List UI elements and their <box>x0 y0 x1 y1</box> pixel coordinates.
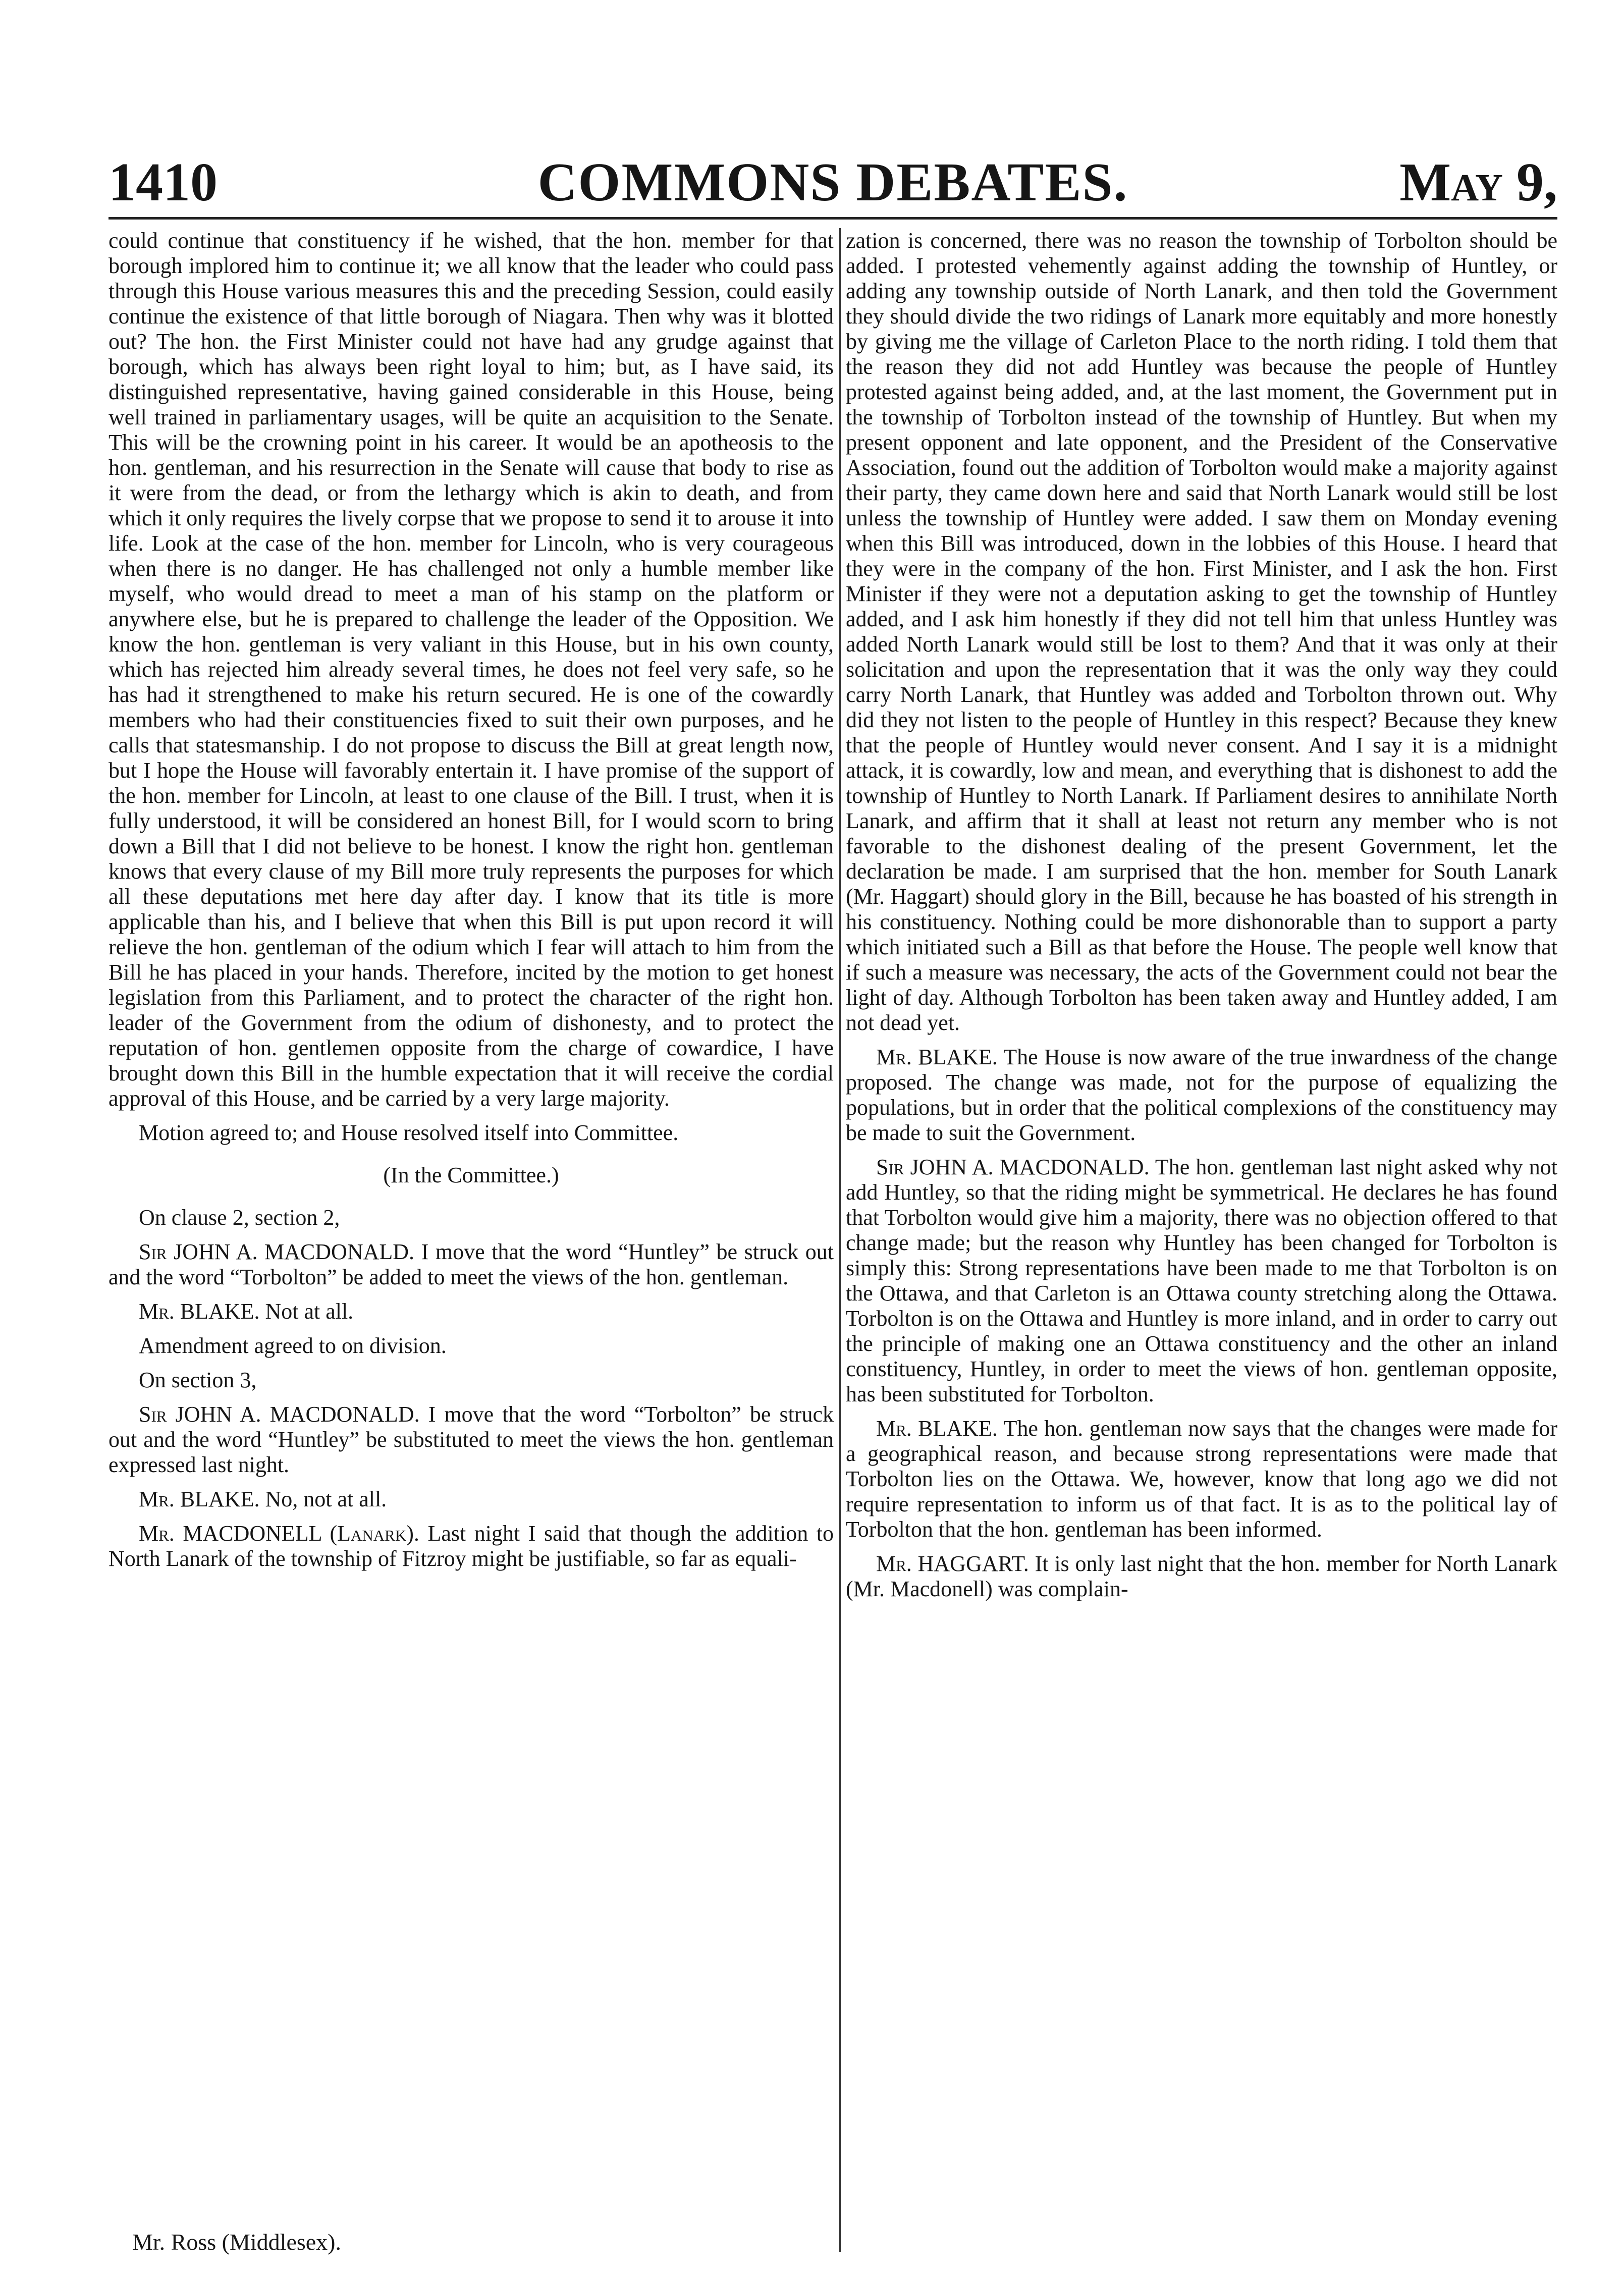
paragraph-text: Motion agreed to; and House resolved itself into Committee. <box>139 1120 679 1145</box>
paragraph-text: Amendment agreed to on division. <box>139 1333 447 1358</box>
paragraph-text: Last night I said that though the addition to North Lanark of the township of Fitzroy might be justifiable, so far as equali- <box>109 1521 834 1571</box>
speech-paragraph <box>846 1416 1557 1542</box>
speaker-name: Mr. BLAKE. <box>139 1487 260 1511</box>
speech-paragraph <box>846 1155 1557 1407</box>
speaker-name: Sir JOHN A. MACDONALD. <box>139 1239 415 1264</box>
speaker-name: Mr. BLAKE. <box>876 1416 998 1441</box>
speech-paragraph <box>846 1551 1557 1602</box>
paragraph-text: On section 3, <box>139 1368 257 1392</box>
header-rule <box>109 217 1557 220</box>
paragraph <box>109 1368 834 1393</box>
page-footer: Mr. Ross (Middlesex). <box>132 2229 341 2255</box>
paragraph-text: Not at all. <box>265 1299 354 1324</box>
continued-paragraph <box>109 228 834 1111</box>
paragraph-text: I move that the word “Huntley” be struck out and the word “Torbolton” be added to meet the views of the hon. gentleman. <box>109 1239 834 1289</box>
column-divider <box>839 228 841 2252</box>
page-title: COMMONS DEBATES. <box>537 152 1128 212</box>
paragraph-text: The hon. gentleman last night asked why not add Huntley, so that the riding might be symmetrical. He declares he has found that Torbolton would give him a majority, there was no objection offered to that change made; but the reason why Huntley has been changed for Torbolton is simply this: Strong representations have been made to me that Torbolton is on the Ottawa, and that Carleton is an Ottawa county stretching along the Ottawa. Torbolton is on the Ottawa and Huntley is more inland, and in order to carry out the principle of making one an Ottawa constituency and the other an inland constituency, Huntley, in order to meet the views of hon. gentleman opposite, has been substituted for Torbolton. <box>846 1155 1557 1406</box>
paragraph-text: I move that the word “Torbolton” be struck out and the word “Huntley” be substituted to meet the views the hon. gentleman expressed last night. <box>109 1402 834 1477</box>
speech-paragraph <box>109 1487 834 1512</box>
speech-paragraph <box>846 1045 1557 1146</box>
paragraph <box>109 1120 834 1146</box>
paragraph-text: The hon. gentleman now says that the changes were made for a geographical reason, and because strong representations were made that Torbolton lies on the Ottawa. We, however, know that long ago we did not require representation to inform us of that fact. It is as to the political lay of Torbolton that the hon. gentleman has been informed. <box>846 1416 1557 1542</box>
paragraph-text: (In the Committee.) <box>383 1163 559 1187</box>
speech-paragraph <box>109 1239 834 1290</box>
left-column <box>109 228 834 1581</box>
page-date: May 9, <box>1399 152 1557 212</box>
speaker-name: Sir JOHN A. MACDONALD. <box>139 1402 420 1427</box>
speaker-name: Mr. BLAKE. <box>139 1299 260 1324</box>
speech-paragraph <box>109 1402 834 1478</box>
speaker-name: Sir JOHN A. MACDONALD. <box>876 1155 1150 1179</box>
speech-paragraph <box>109 1521 834 1571</box>
paragraph-text: On clause 2, section 2, <box>139 1205 340 1230</box>
paragraph-text: No, not at all. <box>265 1487 387 1511</box>
paragraph-text: It is only last night that the hon. member for North Lanark (Mr. Macdonell) was complain- <box>846 1551 1557 1601</box>
paragraph-text: could continue that constituency if he wished, that the hon. member for that borough implored him to continue it; we all know that the leader who could pass through this House various measures this and the preceding Session, could easily continue the existence of that little borough of Niagara. Then why was it blotted out? The hon. the First Minister could not have had any grudge against that borough, which has always been right loyal to him; but, as I have said, its distinguished representative, having gained considerable in this House, being well trained in parliamentary usages, will be quite an acquisition to the Senate. This will be the crowning point in his career. It would be an apotheosis to the hon. gentleman, and his resurrection in the Senate will cause that body to rise as it were from the dead, or from the lethargy which is akin to death, and from which it only requires the lively corpse that we propose to send it to arouse it into life. Look at the case of the hon. member for Lincoln, who is very courageous when there is no danger. He has challenged not only a humble member like myself, who would dread to meet a man of his stamp on the platform or anywhere else, but he is prepared to challenge the leader of the Opposition. We know the hon. gentleman is very valiant in this House, but in his own county, which has rejected him already several times, he does not feel very safe, so he has had it strengthened to make his return secured. He is one of the cowardly members who had their constituencies fixed to suit their own purposes, and he calls that statesmanship. I do not propose to discuss the Bill at great length now, but I hope the House will favorably entertain it. I have promise of the support of the hon. member for Lincoln, at least to one clause of the Bill. I trust, when it is fully understood, it will be considered an honest Bill, for I would scorn to bring down a Bill that I did not believe to be honest. I know the right hon. gentleman knows that every clause of my Bill more truly represents the purposes for which all these deputations met here day after day. I know that its title is more applicable than his, and I believe that when this Bill is put upon record it will relieve the hon. gentleman of the odium which I fear will attach to him from the Bill he has placed in your hands. Therefore, incited by the motion to get honest legislation from this Parliament, and to protect the character of the right hon. leader of the Government from the odium of dishonesty, and to protect the reputation of hon. gentlemen opposite from the charge of cowardice, I have brought down this Bill in the humble expectation that it will receive the cordial approval of this House, and be carried by a very large majority. <box>109 228 834 1111</box>
section-heading <box>109 1163 834 1188</box>
paragraph-text: The House is now aware of the true inwardness of the change proposed. The change was made, not for the purpose of equalizing the populations, but in order that the political complexions of the constituency may be made to suit the Government. <box>846 1045 1557 1145</box>
speaker-name: Mr. HAGGART. <box>876 1551 1029 1576</box>
paragraph <box>109 1205 834 1230</box>
speaker-name: Mr. BLAKE. <box>876 1045 998 1069</box>
right-column <box>846 228 1557 1611</box>
page-header <box>109 151 1557 217</box>
speaker-name: Mr. MACDONELL (Lanark). <box>139 1521 419 1546</box>
continued-paragraph <box>846 228 1557 1036</box>
speech-paragraph <box>109 1299 834 1324</box>
paragraph <box>109 1333 834 1359</box>
paragraph-text: zation is concerned, there was no reason the township of Torbolton should be added. I protested vehemently against adding the township of Huntley, or adding any township outside of North Lanark, and then told the Government they should divide the two ridings of Lanark more equitably and more honestly by giving me the village of Carleton Place to the north riding. I told them that the reason they did not add Huntley was because the people of Huntley protested against being added, and, at the last moment, the Government put in the township of Torbolton instead of the township of Huntley. But when my present opponent and late opponent, and the President of the Conservative Association, found out the addition of Torbolton would make a majority against their party, they came down here and said that North Lanark would still be lost unless the township of Huntley were added. I saw them on Monday evening when this Bill was introduced, down in the lobbies of this House. I heard that they were in the company of the hon. First Minister, and I ask the hon. First Minister if they were not a deputation asking to get the township of Huntley added, and I ask him honestly if they did not tell him that unless Huntley was added North Lanark would still be lost to them? And that it was only at their solicitation and upon the representation that it was the only way they could carry North Lanark, that Huntley was added and Torbolton thrown out. Why did they not listen to the people of Huntley in this respect? Because they knew that the people of Huntley would never consent. And I say it is a midnight attack, it is cowardly, low and mean, and everything that is dishonest to add the township of Huntley to North Lanark. If Parliament desires to annihilate North Lanark, and affirm that it shall at least not return any member who is not favorable to the dishonest dealing of the present Government, let the declaration be made. I am surprised that the hon. member for South Lanark (Mr. Haggart) should glory in the Bill, because he has boasted of his strength in his constituency. Nothing could be more dishonorable than to support a party which initiated such a Bill as that before the House. The people well know that if such a measure was necessary, the acts of the Government could not bear the light of day. Although Torbolton has been taken away and Huntley added, I am not dead yet. <box>846 228 1557 1035</box>
page-number: 1410 <box>109 152 218 212</box>
